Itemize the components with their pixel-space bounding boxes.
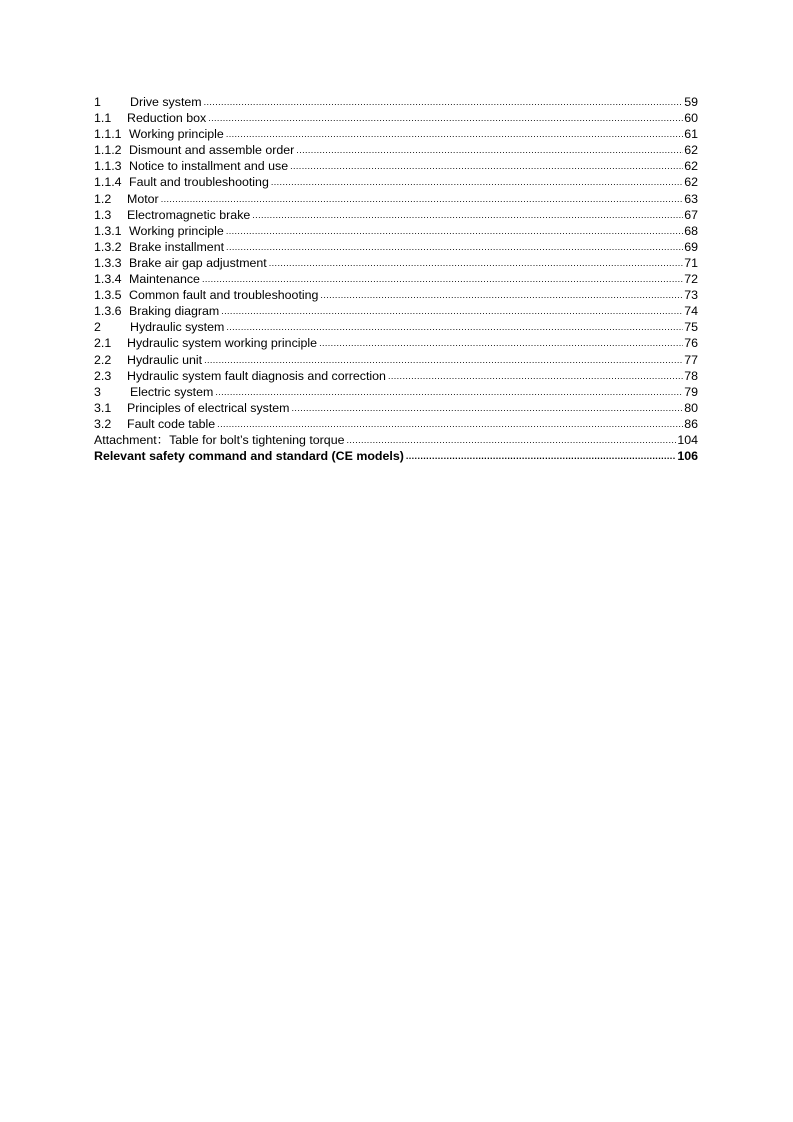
toc-heading: [94, 174, 269, 190]
dot-leader: [208, 110, 683, 126]
dot-leader: [388, 368, 683, 384]
toc-title: Hydraulic system fault diagnosis and correction: [127, 368, 386, 383]
dot-leader: [215, 384, 683, 400]
toc-heading: [94, 207, 250, 223]
toc-heading: [94, 191, 159, 207]
toc-entry-hydraulic-fault-diagnosis[interactable]: [94, 368, 698, 384]
toc-entry-safety-standard[interactable]: [94, 448, 698, 464]
toc-page-number: 69: [684, 239, 698, 254]
dot-leader: [226, 239, 683, 255]
toc-number: 1.3.1: [94, 223, 122, 238]
dot-leader: [204, 352, 683, 368]
toc-number: 3.2: [94, 416, 112, 431]
toc-entry-brake-working-principle[interactable]: [94, 223, 698, 239]
toc-heading: [94, 158, 288, 174]
dot-leader: [221, 303, 683, 319]
toc-title: Dismount and assemble order: [129, 143, 295, 158]
toc-entry-notice-installment[interactable]: [94, 158, 698, 174]
toc-heading: [94, 352, 202, 368]
toc-number: 1.3.4: [94, 272, 122, 287]
toc-page-number: 106: [677, 449, 698, 464]
toc-title: Drive system: [130, 95, 202, 109]
toc-heading: [94, 319, 224, 335]
dot-leader: [296, 142, 683, 158]
dot-leader: [271, 174, 683, 190]
toc-title: Electromagnetic brake: [127, 207, 251, 222]
toc-number: 1.3.6: [94, 304, 122, 319]
toc-page-number: 71: [684, 255, 698, 270]
toc-number: 3.1: [94, 400, 112, 415]
toc-heading: [94, 126, 224, 142]
toc-page-number: 74: [684, 304, 698, 319]
toc-title: Brake installment: [129, 239, 225, 254]
toc-heading: [94, 448, 404, 464]
toc-heading: [94, 384, 213, 400]
toc-heading: [94, 110, 206, 126]
toc-page-number: 60: [684, 111, 698, 126]
toc-heading: [94, 287, 318, 303]
toc-entry-hydraulic-unit[interactable]: [94, 352, 698, 368]
toc-title: Working principle: [129, 127, 224, 142]
toc-heading: [94, 368, 386, 384]
toc-heading: [94, 142, 294, 158]
toc-entry-hydraulic-working-principle[interactable]: [94, 335, 698, 351]
toc-entry-hydraulic-system[interactable]: [94, 319, 698, 335]
toc-page-number: 62: [684, 159, 698, 174]
toc-page-number: 72: [684, 272, 698, 287]
toc-page-number: 76: [684, 336, 698, 351]
toc-page-number: 104: [677, 432, 698, 447]
toc-page-number: 62: [684, 143, 698, 158]
toc-number: 1.1.1: [94, 127, 122, 142]
dot-leader: [290, 158, 683, 174]
toc-page-number: 63: [684, 191, 698, 206]
toc-entry-brake-air-gap[interactable]: [94, 255, 698, 271]
toc-number: 1.3: [94, 207, 112, 222]
toc-number: 2.1: [94, 336, 112, 351]
toc-entry-electrical-principles[interactable]: [94, 400, 698, 416]
toc-page-number: 67: [684, 207, 698, 222]
toc-page-number: 86: [684, 416, 698, 431]
dot-leader: [226, 223, 683, 239]
toc-number: 1.3.2: [94, 239, 122, 254]
toc-heading: [94, 223, 224, 239]
dot-leader: [252, 207, 683, 223]
toc-entry-maintenance[interactable]: [94, 271, 698, 287]
dot-leader: [406, 448, 676, 464]
dot-leader: [226, 319, 683, 335]
toc-number: 1.1.3: [94, 159, 122, 174]
toc-title: Attachment：Table for bolt’s tightening torque: [94, 432, 345, 447]
dot-leader: [204, 94, 684, 110]
toc-entry-fault-troubleshooting[interactable]: [94, 174, 698, 190]
toc-entry-dismount-assemble[interactable]: [94, 142, 698, 158]
toc-title: Electric system: [130, 384, 214, 399]
toc-number: 1.3.3: [94, 255, 122, 270]
dot-leader: [217, 416, 683, 432]
toc-title: Brake air gap adjustment: [129, 255, 267, 270]
toc-title: Hydraulic system: [130, 320, 225, 335]
toc-page-number: 75: [684, 320, 698, 335]
toc-title: Motor: [127, 191, 159, 206]
dot-leader: [347, 432, 677, 448]
dot-leader: [320, 287, 683, 303]
toc-entry-electromagnetic-brake[interactable]: [94, 207, 698, 223]
toc-page-number: 80: [684, 400, 698, 415]
toc-number: 2.3: [94, 368, 112, 383]
toc-title: Hydraulic unit: [127, 352, 203, 367]
toc-page-number: 61: [684, 127, 698, 142]
toc-heading: [94, 335, 317, 351]
toc-number: 3: [94, 384, 101, 399]
toc-page-number: 79: [684, 384, 698, 399]
toc-entry-braking-diagram[interactable]: [94, 303, 698, 319]
dot-leader: [269, 255, 683, 271]
toc-title: Working principle: [129, 223, 224, 238]
toc-number: 1.1: [94, 111, 112, 126]
toc-number: 1.2: [94, 191, 112, 206]
toc-heading: [94, 255, 267, 271]
toc-title: Fault and troubleshooting: [129, 175, 269, 190]
toc-title: Principles of electrical system: [127, 400, 290, 415]
toc-entry-attachment-torque[interactable]: [94, 432, 698, 448]
toc-entry-drive-system[interactable]: [94, 94, 698, 110]
toc-title: Relevant safety command and standard (CE models): [94, 449, 404, 464]
toc-title: Hydraulic system working principle: [127, 336, 318, 351]
dot-leader: [161, 191, 684, 207]
toc-title: Common fault and troubleshooting: [129, 288, 319, 303]
toc-title: Notice to installment and use: [129, 159, 289, 174]
toc-heading: [94, 432, 345, 448]
toc-number: 1.1.4: [94, 175, 122, 190]
dot-leader: [226, 126, 683, 142]
dot-leader: [292, 400, 684, 416]
toc-entry-reduction-box[interactable]: [94, 110, 698, 126]
toc-entry-common-fault[interactable]: [94, 287, 698, 303]
toc-heading: [94, 239, 224, 255]
toc-number: 1.3.5: [94, 288, 122, 303]
toc-number: 2: [94, 320, 101, 335]
toc-title: Fault code table: [127, 416, 216, 431]
toc-entry-brake-installment[interactable]: [94, 239, 698, 255]
toc-entry-motor[interactable]: [94, 191, 698, 207]
toc-number: 1.1.2: [94, 143, 122, 158]
toc-heading: [94, 400, 290, 416]
toc-heading: [94, 303, 219, 319]
toc-number: 1: [94, 95, 101, 109]
dot-leader: [319, 335, 683, 351]
toc-heading: [94, 416, 215, 432]
toc-title: Reduction box: [127, 111, 207, 126]
toc-page-number: 78: [684, 368, 698, 383]
toc-page-number: 59: [684, 95, 698, 109]
toc-number: 2.2: [94, 352, 112, 367]
toc-title: Braking diagram: [129, 304, 220, 319]
toc-page-number: 62: [684, 175, 698, 190]
toc-heading: [94, 271, 200, 287]
toc-title: Maintenance: [129, 272, 200, 287]
toc-heading: [94, 94, 202, 110]
toc-entry-fault-code-table[interactable]: [94, 416, 698, 432]
toc-entry-electric-system[interactable]: [94, 384, 698, 400]
toc-entry-working-principle[interactable]: [94, 126, 698, 142]
toc-page-number: 73: [684, 288, 698, 303]
dot-leader: [202, 271, 683, 287]
toc-page-number: 77: [684, 352, 698, 367]
table-of-contents: [94, 94, 698, 464]
toc-page-number: 68: [684, 223, 698, 238]
